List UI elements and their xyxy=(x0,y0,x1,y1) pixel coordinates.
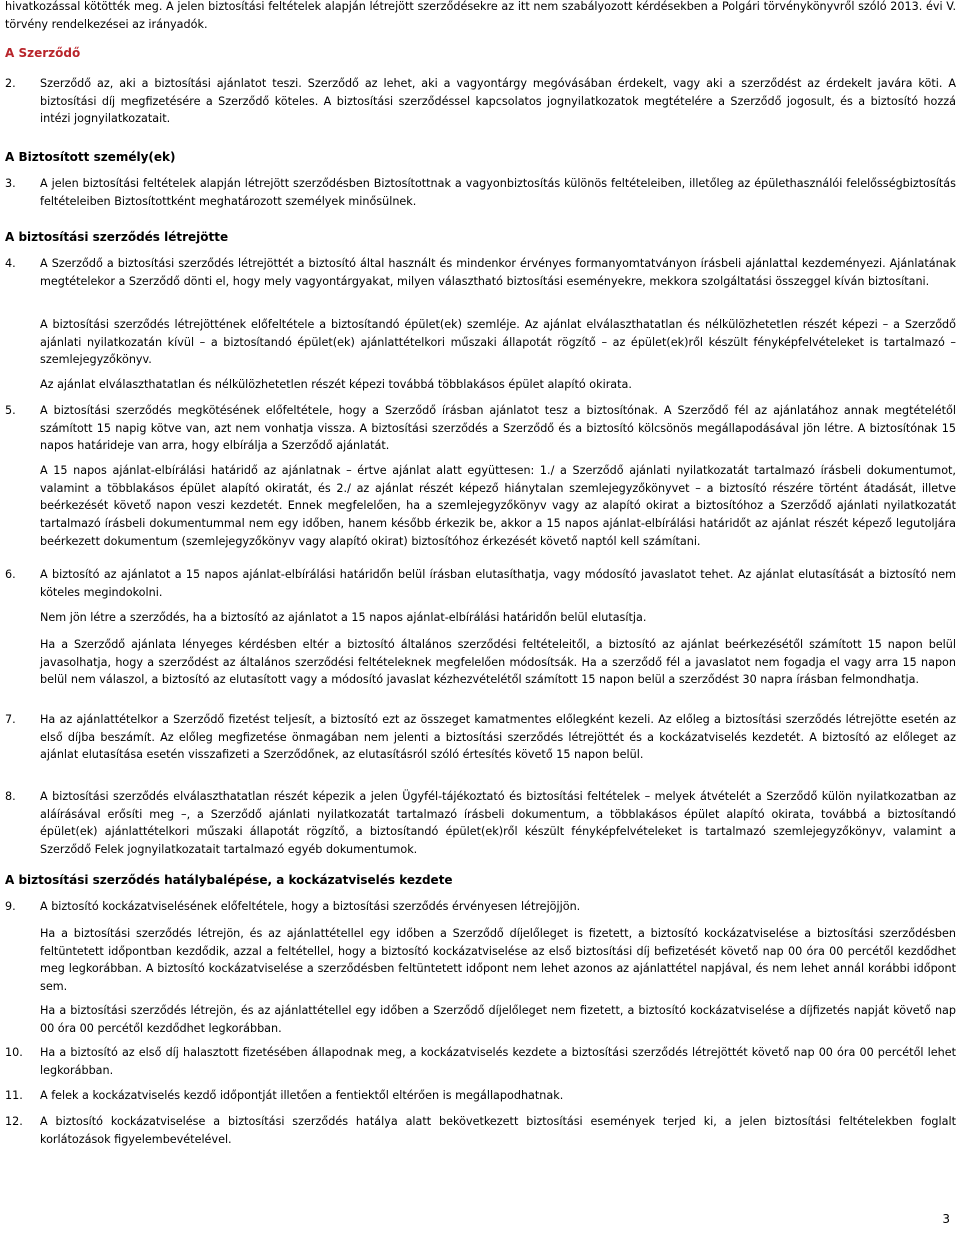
paragraph-4b: A biztosítási szerződés létrejöttének előfeltétele a biztosítandó épület(ek) szemléje. Az ajánlat elválaszthatatlan és nélkülözhetetlen részét képezi – a Szerződő ajánlati nyilatkozatán kívül – a biztosítandó épület(ek) ajánlattételkori műszaki állapotát rögzítő – az épület(ek)ről készült fényképfelvételeket is tartalmazó – szemlejegyzőkönyv. xyxy=(40,318,956,367)
heading-letrejotte: A biztosítási szerződés létrejötte xyxy=(5,230,229,244)
paragraph-7: Ha az ajánlattételkor a Szerződő fizetést teljesít, a biztosító ezt az összeget kamatmentes előlegként kezeli. Az előleg a biztosítási szerződés létrejötte esetén az első díjba beszámít. Az előleg megfizetése önmagában nem jelenti a biztosítási szerződés létrejöttét és a kockázatviselés kezdetét. A biztosító az előleget az ajánlat elutasítása esetén visszafizeti a Szerződőnek, az elutasításról szóló értesítés követő 15 napon belül. xyxy=(40,713,956,762)
paragraph-9b: Ha a biztosítási szerződés létrejön, és az ajánlattétellel egy időben a Szerződő díjelőleget is fizetett, a biztosító kockázatviselése a biztosítási szerződésben feltüntetett időpontban kezdődik, azzal a feltétellel, hogy a biztosító kockázatviselése az első biztosítási díj befizetését követő nap 00 óra 00 percétől kezdődhet meg legkorábban. A biztosító kockázatviselése a szerződésben feltüntetett időpont nem lehet azonos az ajánlattétel napjával, és nem lehet annál korábbi időpont sem. xyxy=(40,927,956,994)
item-number-9: 9. xyxy=(5,900,16,913)
intro-paragraph: hivatkozással kötötték meg. A jelen biztosítási feltételek alapján létrejött szerződésekre az itt nem szabályozott kérdésekben a Polgári törvénykönyvről szóló 2013. évi V. törvény rendelkezései az irányadók. xyxy=(5,0,956,31)
paragraph-4a: A Szerződő a biztosítási szerződés létrejöttét a biztosító által használt és mindenkor érvényes formanyomtatványon írásbeli ajánlattal kezdeményezi. Ajánlatának megtételekor a Szerződő dönti el, hogy mely vagyontárgyakat, milyen választható biztosítási eseményekre, mekkora szolgáltatási összeggel kíván biztosítani. xyxy=(40,257,956,288)
paragraph-2: Szerződő az, aki a biztosítási ajánlatot teszi. Szerződő az lehet, aki a vagyontárgy megóvásában érdekelt, vagy aki a szerződést az érdekelt javára köti. A biztosítási díj megfizetésére a Szerződő köteles. A biztosítási szerződéssel kapcsolatos jognyilatkozatok megtételére a Szerződő jogosult, és a biztosító hozzá intézi jognyilatkozatait. xyxy=(40,77,956,126)
paragraph-11: A felek a kockázatviselés kezdő időpontját illetően a fentiektől eltérően is megállapodhatnak. xyxy=(40,1089,564,1102)
paragraph-9c: Ha a biztosítási szerződés létrejön, és az ajánlattétellel egy időben a Szerződő díjelőleget nem fizetett, a biztosító kockázatviselése a díjfizetés napját követő nap 00 óra 00 percétől kezdődhet legkorábban. xyxy=(40,1004,956,1035)
paragraph-10: Ha a biztosító az első díj halasztott fizetésében állapodnak meg, a kockázatviselés kezdete a biztosítási szerződés létrejöttét követő nap 00 óra 00 percétől lehet legkorábban. xyxy=(40,1046,956,1077)
paragraph-6b: Nem jön létre a szerződés, ha a biztosító az ajánlatot a 15 napos ajánlat-elbírálási határidőn belül elutasítja. xyxy=(40,611,647,624)
item-number-12: 12. xyxy=(5,1115,23,1128)
item-number-2: 2. xyxy=(5,77,16,90)
page-number: 3 xyxy=(942,1212,950,1226)
paragraph-6c: Ha a Szerződő ajánlata lényeges kérdésben eltér a biztosító általános szerződési feltételeitől, a biztosító az ajánlat beérkezésétől számított 15 napon belül javasolhatja, hogy a szerződést az általános szerződési feltételeknek megfelelően módosítsák. Ha a szerződő fél a javaslatot nem fogadja el vagy arra 15 napon belül nem válaszol, a biztosító az elutasított vagy a módosító javaslat kézhezvételétől számított 15 napon belül a szerződést 30 napra írásban felmondhatja. xyxy=(40,638,956,687)
item-number-10: 10. xyxy=(5,1046,23,1059)
item-number-8: 8. xyxy=(5,790,16,803)
paragraph-6a: A biztosító az ajánlatot a 15 napos ajánlat-elbírálási határidőn belül írásban elutasíthatja, vagy módosító javaslatot tehet. Az ajánlat elutasítását a biztosító nem köteles megindokolni. xyxy=(40,568,956,599)
paragraph-3: A jelen biztosítási feltételek alapján létrejött szerződésben Biztosítottnak a vagyonbiztosítás különös feltételeiben, illetőleg az épülethasználói felelősségbiztosítás feltételeiben Biztosítottként meghatározott személyek minősülnek. xyxy=(40,177,956,208)
paragraph-8: A biztosítási szerződés elválaszthatatlan részét képezik a jelen Ügyfél-tájékoztató és biztosítási feltételek – melyek átvételét a Szerződő külön nyilatkozatban az aláírásával erősíti meg –, a Szerződő ajánlati nyilatkozatát tartalmazó írásbeli dokumentum, a többlakásos épület alapító okirata, továbbá a biztosítandó épület(ek) ajánlattételkori műszaki állapotát rögzítő, a biztosítandó épület(ek)ről készült fényképfelvételeket is tartalmazó szemlejegyzőkönyv, valamint a Szerződő Felek jognyilatkozatait tartalmazó egyéb dokumentumok. xyxy=(40,790,956,857)
item-number-11: 11. xyxy=(5,1089,23,1102)
item-number-4: 4. xyxy=(5,257,16,270)
item-number-7: 7. xyxy=(5,713,16,726)
paragraph-5a: A biztosítási szerződés megkötésének előfeltétele, hogy a Szerződő írásban ajánlatot tesz a biztosítónak. A Szerződő fél az ajánlatához annak megtételétől számított 15 napig kötve van, azt nem vonhatja vissza. A biztosítási szerződés a Szerződő és a biztosító kölcsönös megállapodásával jön létre. A biztosítónak 15 napos határideje van arra, hogy elbírálja a Szerződő ajánlatát. xyxy=(40,404,956,453)
heading-hatalybalepes: A biztosítási szerződés hatálybalépése, a kockázatviselés kezdete xyxy=(5,873,453,887)
heading-biztositott: A Biztosított személy(ek) xyxy=(5,150,176,164)
paragraph-4c: Az ajánlat elválaszthatatlan és nélkülözhetetlen részét képezi továbbá többlakásos épület alapító okirata. xyxy=(40,378,632,391)
item-number-6: 6. xyxy=(5,568,16,581)
paragraph-9a: A biztosító kockázatviselésének előfeltétele, hogy a biztosítási szerződés érvényesen létrejöjjön. xyxy=(40,900,581,913)
item-number-3: 3. xyxy=(5,177,16,190)
item-number-5: 5. xyxy=(5,404,16,417)
paragraph-5b: A 15 napos ajánlat-elbírálási határidő az ajánlatnak – értve ajánlat alatt együttesen: 1./ a Szerződő ajánlati nyilatkozatát tartalmazó írásbeli dokumentumot, valamint a többlakásos épület alapító okiratát, és 2./ az ajánlat részét képező hiánytalan szemlejegyzőkönyvet – a biztosító részére történt átadását, illetve beérkezését követő napon veszi kezdetét. Ennek megfelelően, ha a szemlejegyzőkönyv vagy az alapító okirat a biztosítóhoz a Szerződő ajánlati nyilatkozatát tartalmazó írásbeli dokumentummal nem egy időben, hanem később érkezik be, akkor a 15 napos ajánlat-elbírálási határidőt az ajánlat részét képező legutoljára beérkezett dokumentum (szemlejegyzőkönyv vagy alapító okirat) biztosítóhoz érkezését követő naptól kell számítani. xyxy=(40,464,956,548)
heading-szerzodo: A Szerződő xyxy=(5,46,81,60)
paragraph-12: A biztosító kockázatviselése a biztosítási szerződés hatálya alatt bekövetkezett biztosítási események terjed ki, a jelen biztosítási feltételekben foglalt korlátozások figyelembevételével. xyxy=(40,1115,956,1146)
